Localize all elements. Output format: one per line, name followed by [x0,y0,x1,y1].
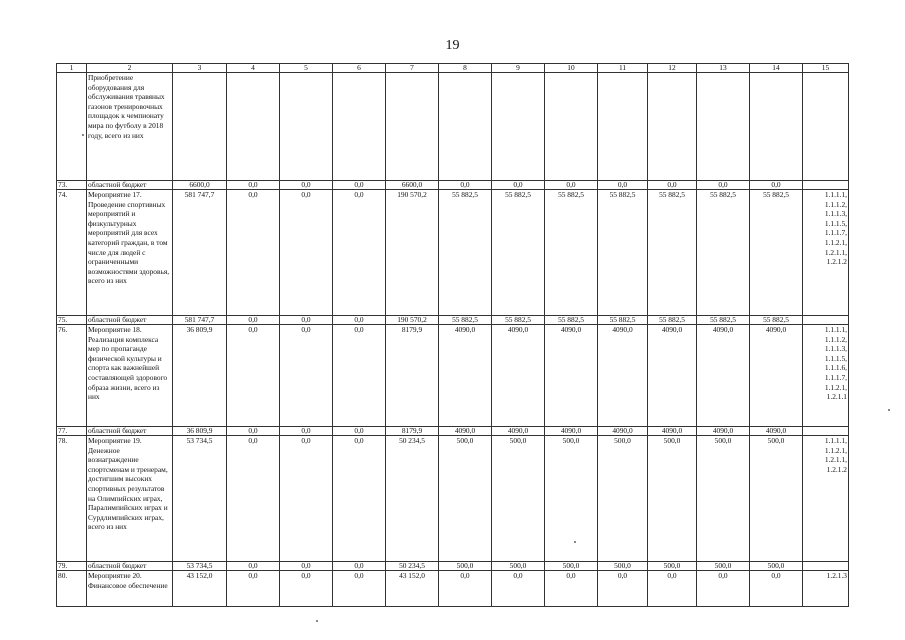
value-cell: 55 882,5 [648,316,697,325]
value-cell: 55 882,5 [545,316,598,325]
value-cell: 500,0 [598,562,648,571]
indicator-codes: 1.1.1.1, 1.1.1.2, 1.1.1.3, 1.1.1.5, 1.1.1.7, 1.1.2.1, 1.2.1.1, 1.2.1.2 [803,190,849,316]
budget-table [56,63,849,607]
value-cell: 0,0 [648,181,697,190]
value-cell: 53 734,5 [173,436,227,562]
value-cell: 0,0 [333,325,386,427]
value-cell [227,73,280,181]
column-header: 2 [87,64,173,73]
value-cell: 0,0 [227,571,280,607]
value-cell: 500,0 [750,436,803,562]
value-cell: 0,0 [333,562,386,571]
value-cell: 581 747,7 [173,190,227,316]
value-cell: 4090,0 [492,427,545,436]
value-cell [439,73,492,181]
row-name: областной бюджет [87,427,173,436]
value-cell: 581 747,7 [173,316,227,325]
value-cell: 55 882,5 [439,316,492,325]
value-cell [280,73,333,181]
scan-dot [316,620,318,622]
value-cell: 0,0 [750,571,803,607]
table-row [57,181,849,190]
value-cell [545,73,598,181]
value-cell: 55 882,5 [750,190,803,316]
value-cell: 0,0 [227,325,280,427]
indicator-codes [803,181,849,190]
value-cell: 4090,0 [439,325,492,427]
value-cell: 0,0 [598,181,648,190]
value-cell: 55 882,5 [439,190,492,316]
scan-dot [888,409,890,411]
value-cell: 0,0 [333,316,386,325]
value-cell: 4090,0 [439,427,492,436]
row-number: 79. [57,562,87,571]
row-name: Мероприятие 19. Денежное вознаграждение спортсменам и тренерам, достигшим высоких спортивных результатов на Олимпийских играх, Паралимпийских играх и Сурдлимпийских играх, всего из них [87,436,173,562]
value-cell: 55 882,5 [598,316,648,325]
value-cell: 0,0 [227,190,280,316]
value-cell [697,73,750,181]
value-cell: 0,0 [280,316,333,325]
row-name: Приобретение оборудования для обслуживания травяных газонов тренировочных площадок к чемпионату мира по футболу в 2018 году, всего из них [87,73,173,181]
indicator-codes: 1.1.1.1, 1.1.2.1, 1.2.1.1, 1.2.1.2 [803,436,849,562]
value-cell: 43 152,0 [386,571,439,607]
value-cell: 0,0 [280,571,333,607]
row-number: 74. [57,190,87,316]
column-header: 13 [697,64,750,73]
row-name: Мероприятие 18. Реализация комплекса мер по пропаганде физической культуры и спорта как важнейшей составляющей здорового образа жизни, всего из них [87,325,173,427]
value-cell: 500,0 [648,562,697,571]
value-cell: 0,0 [492,181,545,190]
value-cell: 4090,0 [545,427,598,436]
indicator-codes [803,316,849,325]
column-header: 12 [648,64,697,73]
value-cell: 0,0 [333,427,386,436]
value-cell: 55 882,5 [648,190,697,316]
table-row [57,325,849,427]
row-name: областной бюджет [87,316,173,325]
indicator-codes: 1.1.1.1, 1.1.1.2, 1.1.1.3, 1.1.1.5, 1.1.1.6, 1.1.1.7, 1.1.2.1, 1.2.1.1 [803,325,849,427]
column-header: 5 [280,64,333,73]
value-cell: 500,0 [492,562,545,571]
value-cell: 36 809,9 [173,325,227,427]
value-cell: 4090,0 [598,427,648,436]
value-cell: 6600,0 [173,181,227,190]
value-cell: 0,0 [750,181,803,190]
column-header: 11 [598,64,648,73]
value-cell: 500,0 [545,436,598,562]
value-cell: 0,0 [545,571,598,607]
value-cell: 0,0 [227,436,280,562]
indicator-codes [803,73,849,181]
value-cell: 0,0 [439,571,492,607]
value-cell: 36 809,9 [173,427,227,436]
value-cell: 53 734,5 [173,562,227,571]
value-cell: 55 882,5 [545,190,598,316]
value-cell: 8179,9 [386,427,439,436]
row-name: Мероприятие 17. Проведение спортивных мероприятий и физкультурных мероприятий для всех категорий граждан, в том числе для людей с ограниченными возможностями здоровья, всего из них [87,190,173,316]
value-cell: 500,0 [439,562,492,571]
value-cell: 4090,0 [648,427,697,436]
value-cell: 4090,0 [697,427,750,436]
column-header: 15 [803,64,849,73]
value-cell: 55 882,5 [697,190,750,316]
value-cell: 0,0 [333,181,386,190]
value-cell: 0,0 [333,571,386,607]
value-cell: 500,0 [598,436,648,562]
column-header: 6 [333,64,386,73]
value-cell: 4090,0 [697,325,750,427]
table-row [57,436,849,562]
value-cell: 50 234,5 [386,562,439,571]
value-cell [750,73,803,181]
value-cell: 55 882,5 [750,316,803,325]
page-number: 19 [445,38,460,53]
value-cell: 190 570,2 [386,316,439,325]
value-cell: 6600,0 [386,181,439,190]
value-cell: 0,0 [598,571,648,607]
value-cell: 43 152,0 [173,571,227,607]
column-header: 4 [227,64,280,73]
column-header: 1 [57,64,87,73]
value-cell: 0,0 [697,571,750,607]
column-header: 7 [386,64,439,73]
row-number: 73. [57,181,87,190]
value-cell: 500,0 [750,562,803,571]
value-cell: 500,0 [545,562,598,571]
value-cell: 0,0 [280,325,333,427]
value-cell: 190 570,2 [386,190,439,316]
value-cell: 0,0 [333,190,386,316]
value-cell [173,73,227,181]
row-number: 77. [57,427,87,436]
row-name: областной бюджет [87,562,173,571]
table-row [57,190,849,316]
value-cell: 4090,0 [750,325,803,427]
table-row [57,316,849,325]
row-number: 80. [57,571,87,607]
row-number: 75. [57,316,87,325]
column-header: 10 [545,64,598,73]
table-header-row [57,64,849,73]
value-cell: 4090,0 [750,427,803,436]
value-cell: 4090,0 [598,325,648,427]
value-cell: 0,0 [280,181,333,190]
row-name: областной бюджет [87,181,173,190]
value-cell: 0,0 [439,181,492,190]
column-header: 14 [750,64,803,73]
value-cell: 0,0 [280,427,333,436]
row-name: Мероприятие 20. Финансовое обеспечение [87,571,173,607]
value-cell: 55 882,5 [492,316,545,325]
value-cell: 0,0 [545,181,598,190]
value-cell: 0,0 [227,562,280,571]
value-cell: 4090,0 [492,325,545,427]
indicator-codes [803,427,849,436]
row-number: 78. [57,436,87,562]
value-cell: 55 882,5 [598,190,648,316]
value-cell: 55 882,5 [697,316,750,325]
value-cell: 4090,0 [648,325,697,427]
scan-dot [574,541,576,543]
value-cell: 500,0 [697,436,750,562]
value-cell: 0,0 [227,427,280,436]
table-row [57,427,849,436]
indicator-codes: 1.2.1.3 [803,571,849,607]
column-header: 8 [439,64,492,73]
column-header: 3 [173,64,227,73]
value-cell: 500,0 [492,436,545,562]
value-cell: 0,0 [333,436,386,562]
column-header: 9 [492,64,545,73]
value-cell [386,73,439,181]
value-cell: 500,0 [648,436,697,562]
value-cell: 0,0 [648,571,697,607]
value-cell: 0,0 [492,571,545,607]
value-cell: 0,0 [280,562,333,571]
table-row [57,562,849,571]
row-number [57,73,87,181]
value-cell: 50 234,5 [386,436,439,562]
value-cell: 500,0 [439,436,492,562]
value-cell: 0,0 [227,181,280,190]
indicator-codes [803,562,849,571]
value-cell [333,73,386,181]
value-cell [598,73,648,181]
value-cell: 4090,0 [545,325,598,427]
value-cell: 0,0 [697,181,750,190]
value-cell: 0,0 [227,316,280,325]
table-row [57,571,849,607]
value-cell: 0,0 [280,436,333,562]
row-number: 76. [57,325,87,427]
value-cell: 8179,9 [386,325,439,427]
value-cell: 500,0 [697,562,750,571]
value-cell [648,73,697,181]
scan-dot [82,134,84,136]
table-row [57,73,849,181]
value-cell: 0,0 [280,190,333,316]
value-cell [492,73,545,181]
value-cell: 55 882,5 [492,190,545,316]
